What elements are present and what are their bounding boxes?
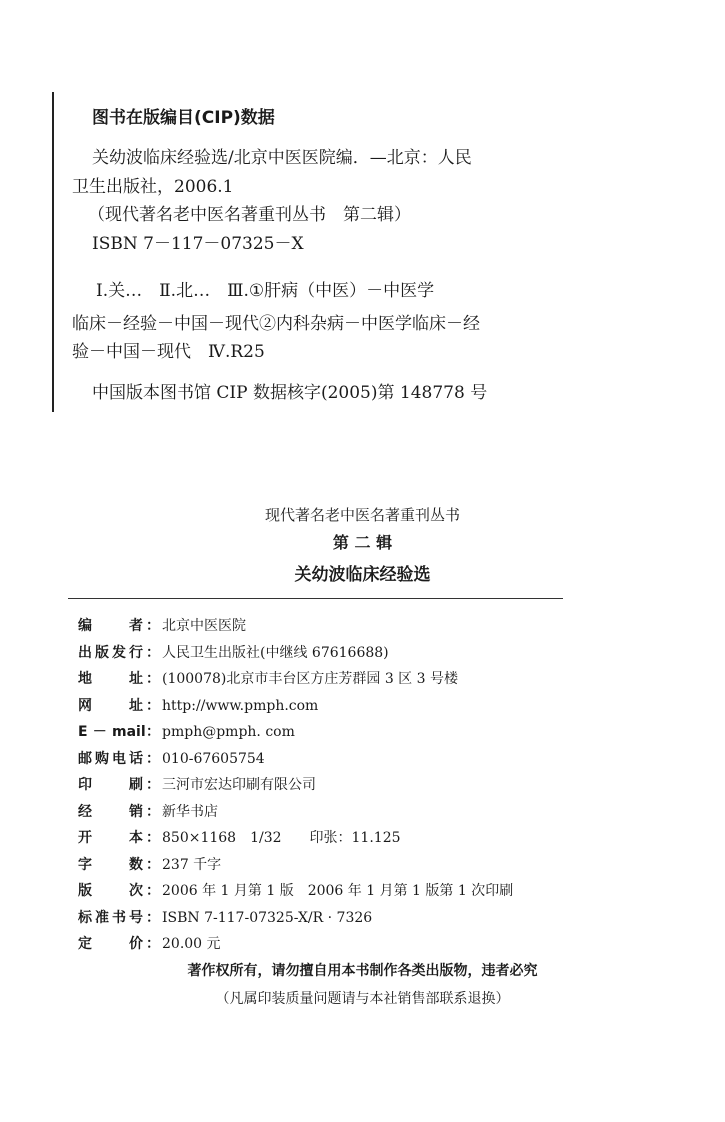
detail-label: 印 刷：: [78, 777, 160, 793]
cip-line: （现代著名老中医名著重刊丛书 第二辑）: [88, 205, 411, 225]
detail-label: 字 数：: [78, 856, 160, 873]
detail-value: (100078)北京市丰台区方庄芳群园 3 区 3 号楼: [162, 671, 458, 687]
detail-value: http://www.pmph.com: [162, 697, 319, 714]
series-volume: 第 二 辑: [332, 533, 393, 552]
detail-value: 20.00 元: [162, 936, 221, 952]
series-name: 现代著名老中医名著重刊丛书: [264, 506, 460, 524]
detail-row: [78, 670, 458, 688]
detail-row: [78, 935, 221, 953]
detail-label: E － mail：: [78, 724, 160, 740]
detail-row: [78, 776, 316, 794]
detail-label: 版 次：: [78, 883, 160, 899]
detail-row: [78, 856, 221, 874]
detail-value: 237 千字: [162, 856, 222, 873]
cip-line: Ⅰ.关… Ⅱ.北… Ⅲ.①肝病（中医）－中医学: [96, 281, 435, 301]
detail-row: [78, 644, 389, 662]
detail-label: 经 销：: [78, 803, 160, 820]
divider: [68, 598, 563, 599]
detail-label: 开 本：: [78, 830, 160, 846]
detail-row: [78, 723, 295, 741]
detail-label: 邮购电话：: [78, 750, 160, 767]
detail-row: [78, 882, 513, 900]
detail-row: [78, 829, 401, 847]
detail-label: 标准书号：: [78, 909, 160, 926]
cip-line: 卫生出版社，2006.1: [72, 177, 234, 197]
detail-label: 编 者：: [78, 618, 160, 634]
detail-value: 新华书店: [162, 803, 218, 820]
cip-line: 临床－经验－中国－现代②内科杂病－中医学临床－经: [72, 314, 480, 334]
detail-label: 网 址：: [78, 697, 160, 714]
detail-row: [78, 617, 246, 635]
detail-value: 人民卫生出版社(中继线 67616688): [162, 644, 389, 661]
cip-line: 关幼波临床经验选/北京中医医院编．—北京：人民: [92, 148, 472, 168]
detail-value: 850×1168 1/32 印张：11.125: [162, 830, 401, 846]
return-notice: （凡属印装质量问题请与本社销售部联系退换）: [215, 991, 510, 1007]
detail-label: 定 价：: [78, 936, 160, 952]
cip-heading: 图书在版编目(CIP)数据: [92, 108, 275, 128]
detail-label: 出版发行：: [78, 644, 160, 661]
cip-line: 验－中国－现代 Ⅳ.R25: [72, 342, 265, 362]
detail-value: 三河市宏达印刷有限公司: [162, 777, 316, 793]
detail-row: [78, 909, 372, 927]
detail-row: [78, 697, 318, 715]
margin-line: [52, 92, 54, 412]
cip-line: 中国版本图书馆 CIP 数据核字(2005)第 148778 号: [92, 383, 488, 403]
book-title: 关幼波临床经验选: [294, 565, 431, 585]
detail-label: 地 址：: [78, 671, 160, 687]
detail-row: [78, 750, 265, 768]
detail-row: [78, 803, 218, 821]
detail-value: 北京中医医院: [162, 618, 246, 634]
detail-value: pmph@pmph. com: [162, 724, 295, 740]
copyright-notice: 著作权所有，请勿擅自用本书制作各类出版物，违者必究: [187, 963, 538, 979]
detail-value: ISBN 7-117-07325-X/R · 7326: [162, 909, 373, 926]
detail-value: 2006 年 1 月第 1 版 2006 年 1 月第 1 版第 1 次印刷: [162, 883, 514, 899]
cip-line: ISBN 7－117－07325－X: [92, 234, 304, 254]
detail-value: 010-67605754: [162, 750, 265, 767]
